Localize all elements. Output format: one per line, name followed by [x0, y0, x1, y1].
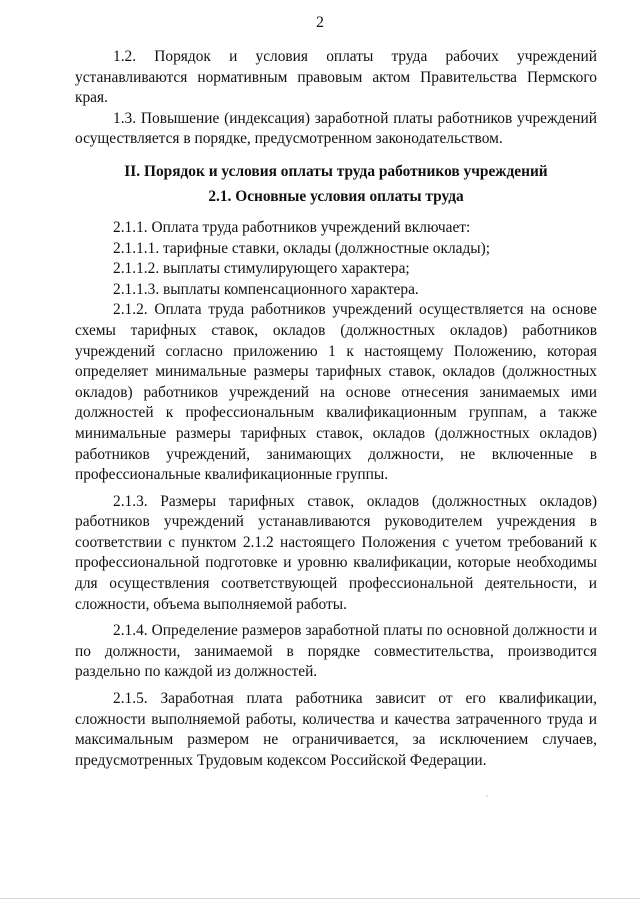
list-item: 2.1.1.2. выплаты стимулирующего характера;: [113, 260, 410, 278]
list-item: 2.1.1. Оплата труда работников учреждений включает:: [113, 218, 471, 236]
paragraph-2-1-3: 2.1.3. Размеры тарифных ставок, окладов (должностных окладов) работников учреждений устанавливаются руководителем учреждения в соответствии с пунктом 2.1.2 настоящего Положения с учетом требований к профессиональной подготовке и уровню квалификации, которые необходимы для осуществления соответствующей профессиональной деятельности, и сложности, объема выполняемой работы.: [75, 492, 597, 613]
subsection-heading: 2.1. Основные условия оплаты труда: [208, 187, 464, 205]
spacer: [75, 150, 597, 161]
paragraph-2-1-5: 2.1.5. Заработная плата работника зависит от его квалификации, сложности выполняемой работы, количества и качества затраченного труда и максимальным размером не ограничивается, за исключением случаев, предусмотренных Трудовым кодексом Российской Федерации.: [75, 690, 597, 769]
scan-edge-line: [0, 898, 640, 899]
page-number: 2: [316, 14, 324, 31]
list-item: 2.1.1.1. тарифные ставки, оклады (должностные оклады);: [113, 239, 491, 257]
paragraph-1-2: 1.2. Порядок и условия оплаты труда рабочих учреждений устанавливаются нормативным правовым актом Правительства Пермского края.: [75, 48, 597, 107]
spacer: [75, 207, 597, 218]
paragraph-2-1-4: 2.1.4. Определение размеров заработной платы по основной должности и по должности, занимаемой в порядке совместительства, производится раздельно по каждой из должностей.: [75, 622, 597, 681]
list-item: 2.1.1.3. выплаты компенсационного характера.: [113, 280, 419, 298]
paragraph-2-1-2: 2.1.2. Оплата труда работников учреждений осуществляется на основе схемы тарифных ставок, окладов (должностных окладов) работников учреждений согласно приложению 1 к настоящему Положению, которая определяет минимальные размеры тарифных ставок, окладов (должностных окладов) работников учреждений на основе отнесения занимаемых ими должностей к профессиональным квалификационным группам, а также минимальные размеры тарифных ставок, окладов (должностных окладов) работников учреждений, занимающих должности, не включенные в профессиональные квалификационные группы.: [75, 301, 597, 484]
section-heading: II. Порядок и условия оплаты труда работников учреждений: [124, 162, 548, 180]
document-body: [75, 47, 597, 771]
paragraph-1-3: 1.3. Повышение (индексация) заработной платы работников учреждений осуществляется в порядке, предусмотренном законодательством.: [75, 109, 597, 148]
scan-artifact: [486, 795, 488, 797]
